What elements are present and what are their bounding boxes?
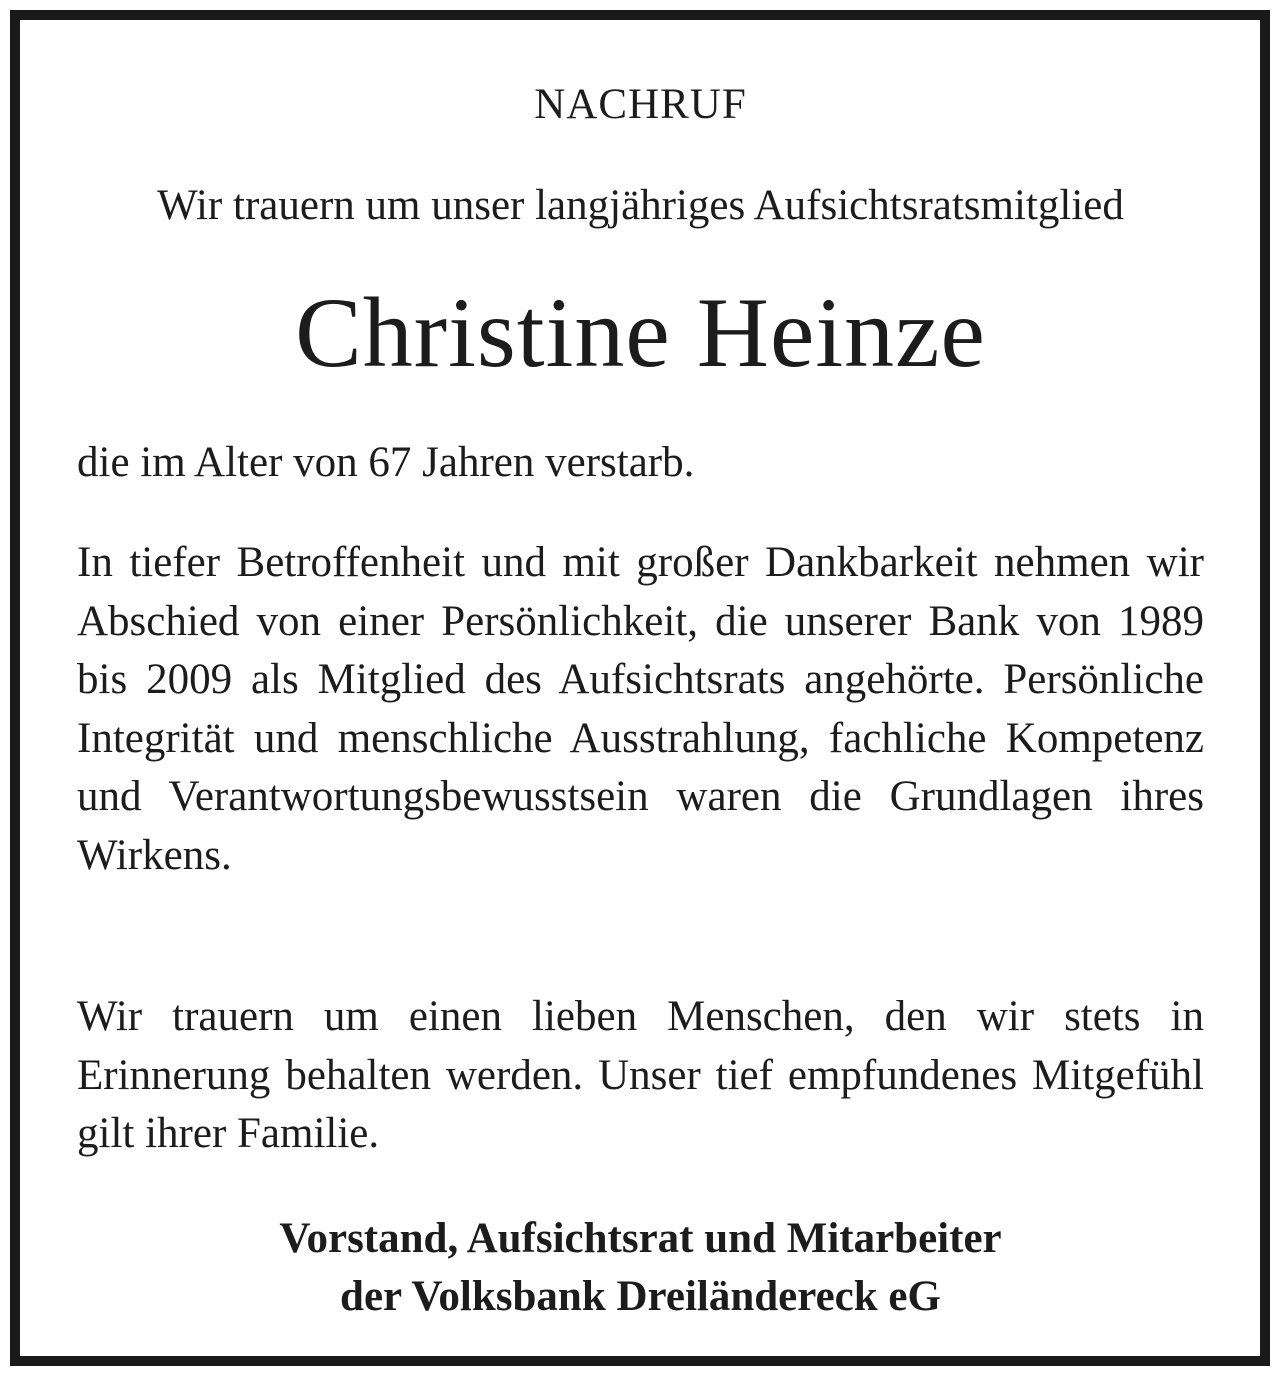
notice-heading: NACHRUF	[534, 81, 747, 128]
deceased-name: Christine Heinze	[295, 277, 986, 388]
condolence-paragraph: Wir trauern um einen lieben Menschen, den wir stets in Erinnerung behalten werden. Unser tief empfundenes Mitgefühl gilt ihrer Familie.	[77, 993, 1204, 1157]
age-line: die im Alter von 67 Jahren verstarb.	[77, 439, 695, 486]
signature-line: Vorstand, Aufsichtsrat und Mitarbeiter	[279, 1215, 1002, 1262]
notice-intro: Wir trauern um unser langjähriges Aufsichtsratsmitglied	[157, 182, 1124, 229]
tribute-paragraph: In tiefer Betroffenheit und mit großer Dankbarkeit nehmen wir Abschied von einer Persönlichkeit, die unserer Bank von 1989 bis 2009 als Mitglied des Aufsichtsrats angehörte. Persönliche Integrität und menschliche Ausstrahlung, fachliche Kompetenz und Verantwortungsbewusstsein waren die Grundlagen ihres Wirkens.	[77, 539, 1204, 879]
obituary-notice-frame	[10, 10, 1270, 1366]
signature-line: der Volksbank Dreiländereck eG	[340, 1273, 941, 1320]
signature-block	[77, 1210, 1204, 1326]
